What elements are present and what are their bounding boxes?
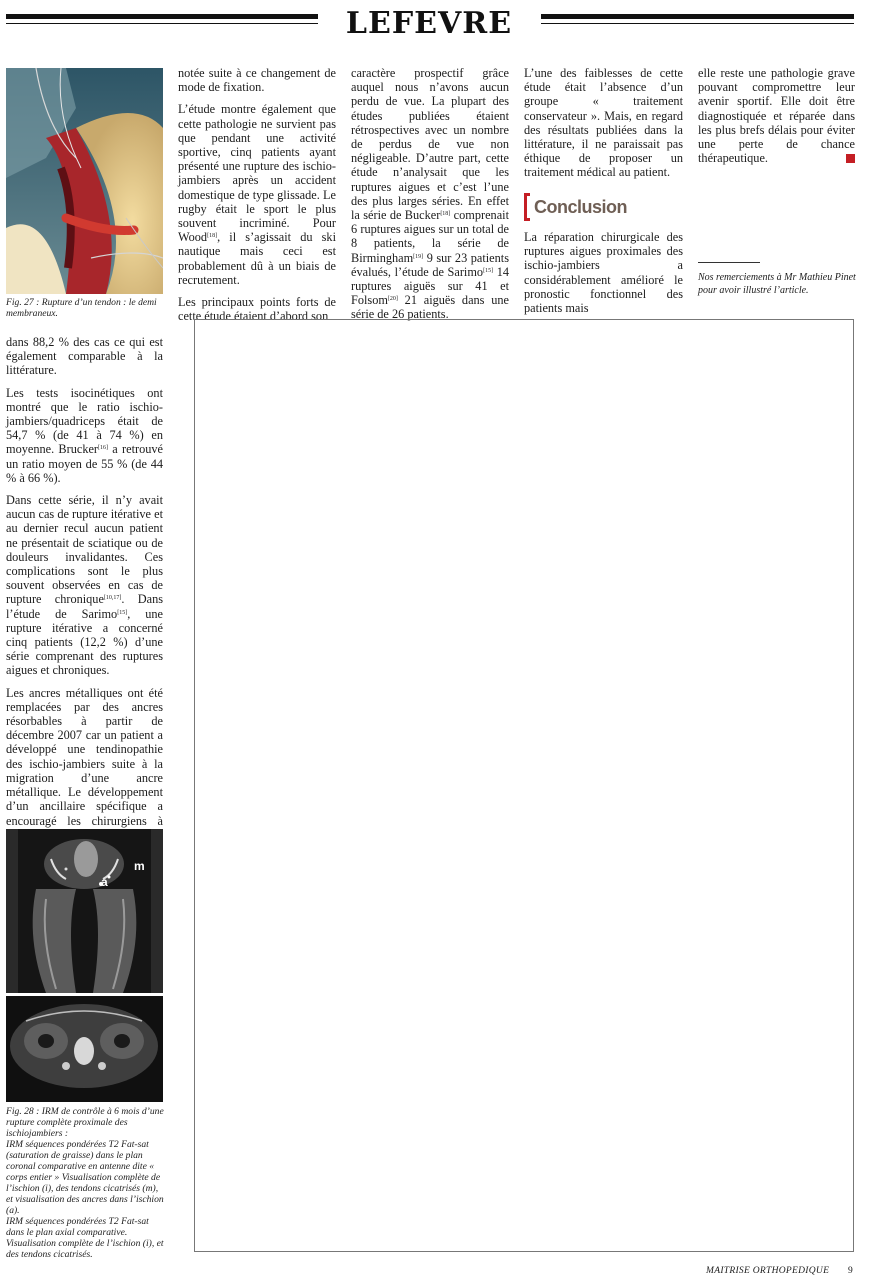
masthead-author: LEFEVRE (345, 6, 513, 41)
fig27-surgery-photo (6, 68, 163, 294)
end-of-article-icon (846, 154, 855, 163)
footer-journal: MAITRISE ORTHOPEDIQUE (706, 1266, 830, 1276)
column-3 (351, 66, 509, 330)
citation: [18] (207, 233, 218, 240)
col2-paragraph-1: notée suite à ce changement de mode de fixation. (178, 66, 336, 95)
col1-p2-text: Les tests isocinétiques ont montré que le ratio ischio-jambiers/quadriceps était de 54,7 % (de 41 à 74 %) en moyenne. Brucker (6, 385, 163, 457)
col3-text-c: 9 sur 23 patients évalués, l’étude de Sarimo (351, 250, 509, 279)
column-4-conclusion (524, 230, 683, 323)
thanks-rule (698, 262, 760, 263)
header-rule-left (6, 14, 318, 19)
col3-text-b: comprenait 6 ruptures aigues sur un total de 8 patients, la série de Birmingham (351, 208, 509, 265)
col3-text-a: caractère prospectif grâce auquel nous n’avons aucun perdu de vue. La plupart des études publiées étaient rétrospectives avec un nombre de perdus de vue non négligeable. D’autre part, cette étude n’analysait que les ruptures aigues et c’est l’une des plus larges séries. En effet la série de Bucker (351, 66, 509, 223)
citation: [20] (387, 296, 398, 303)
citation: [15] (483, 267, 494, 274)
mri-label-m: m (134, 859, 145, 873)
citation: [10,17] (103, 595, 122, 602)
col1-p3-text: Dans cette série, il n’y avait aucun cas de rupture itérative et au dernier recul aucun patient ne présentait de sciatique ou de douleurs invalidantes. Ces complications sont le plus souvent observées en cas de rupture chronique (6, 493, 163, 607)
acknowledgements: Nos remerciements à Mr Mathieu Pinet pour avoir illustré l’article. (698, 272, 856, 296)
conclusion-title: Conclusion (534, 196, 627, 217)
conclusion-heading (524, 192, 627, 222)
footer-page-number: 9 (848, 1266, 854, 1276)
fig27-caption: Fig. 27 : Rupture d’un tendon : le demi membraneux. (6, 297, 157, 319)
col1-paragraph-1: dans 88,2 % des cas ce qui est également comparable à la littérature. (6, 335, 163, 378)
citation: [19] (413, 253, 424, 260)
citation: [15] (117, 609, 128, 616)
col4-paragraph-1: L’une des faiblesses de cette étude était l’absence d’un groupe « traitement conservateur ». Mais, en regard des résultats publiées dans la littérature, il ne paraissait pas éthique de proposer un traitement médical au patient. (524, 66, 683, 180)
column-4 (524, 66, 683, 188)
col5-text: elle reste une pathologie grave pouvant compromettre leur avenir sportif. Elle doit être diagnostiquée et réparée dans les plus brefs délais pour éviter une perte de chance thérapeutique. (698, 66, 855, 166)
column-5 (698, 66, 855, 173)
col1-paragraph-3 (6, 493, 163, 678)
col2-p2-text-end: , il s’agissait du ski nautique mais ceci est probablement dû à un biais de recrutement. (178, 230, 336, 287)
citation: [18] (440, 211, 451, 218)
col1-paragraph-2 (6, 386, 163, 485)
col1-paragraph-4: Les ancres métalliques ont été remplacées par des ancres résorbables à partir de décembre 2007 car un patient a développé une tendinopathie des ischio-jambiers suite à la migration d’une ancre métallique. Le développement d’un ancillaire spécifique a encouragé les chirurgiens à (6, 685, 163, 828)
citation: [16] (98, 445, 109, 452)
col2-paragraph-2 (178, 102, 336, 287)
col1-p2-text-end: a retrouvé un ratio moyen de 55 % (de 44 % à 66 %). (6, 442, 164, 485)
mri-label-a: a (101, 875, 108, 889)
col1-p3-text-end: , une rupture itérative a concerné cinq patients (12,2 %) d’une série comprenant des ruptures aigues et chroniques. (6, 606, 163, 678)
fig28-caption-line-1: Fig. 28 : IRM de contrôle à 6 mois d’une rupture complète proximale des ischiojambiers : (6, 1106, 164, 1139)
fig28-caption (6, 1106, 166, 1260)
header-rule-right (541, 14, 854, 19)
fig28-caption-line-2: IRM séquences pondérées T2 Fat-sat (saturation de graisse) dans le plan coronal comparative en antenne dite « corps entier » Visualisation complète de l’ischion (i), des tendons cicatrisés (m), et visualisation des ancres dans l’ischion (a). (6, 1139, 164, 1216)
col2-paragraph-3: Les principaux points forts de cette étude étaient d’abord son (178, 295, 336, 324)
heading-bracket-icon (524, 193, 530, 221)
col5-paragraph-1 (698, 66, 855, 165)
empty-frame (194, 319, 854, 1252)
fig28-mri-axial (6, 996, 163, 1102)
col3-text-e: 21 aiguës dans une série de 26 patients. (351, 293, 509, 322)
col3-text-d: 14 ruptures aiguës sur 41 et Folsom (351, 264, 509, 308)
column-1 (6, 335, 163, 864)
fig28-mri-coronal (6, 829, 163, 993)
fig28-caption-line-3: IRM séquences pondérées T2 Fat-sat dans le plan axial comparative. Visualisation complète de l’ischion (i), et des tendons cicatrisés. (6, 1216, 164, 1260)
col4-paragraph-2: La réparation chirurgicale des ruptures aigues proximales des ischio-jambiers a considérablement amélioré le pronostic fonctionnel des patients mais (524, 230, 683, 316)
column-2 (178, 66, 336, 331)
col2-p2-text: L’étude montre également que cette pathologie ne survient pas que pendant une activité sportive, cinq patients ayant présenté une rupture des ischio-jambiers après un accident domestique de type glissade. Le rugby était le sport le plus souvent incriminé. Pour Wood (178, 102, 336, 245)
col3-paragraph-1 (351, 66, 509, 322)
col1-p3-text-mid: . Dans l’étude de Sarimo (6, 592, 163, 621)
